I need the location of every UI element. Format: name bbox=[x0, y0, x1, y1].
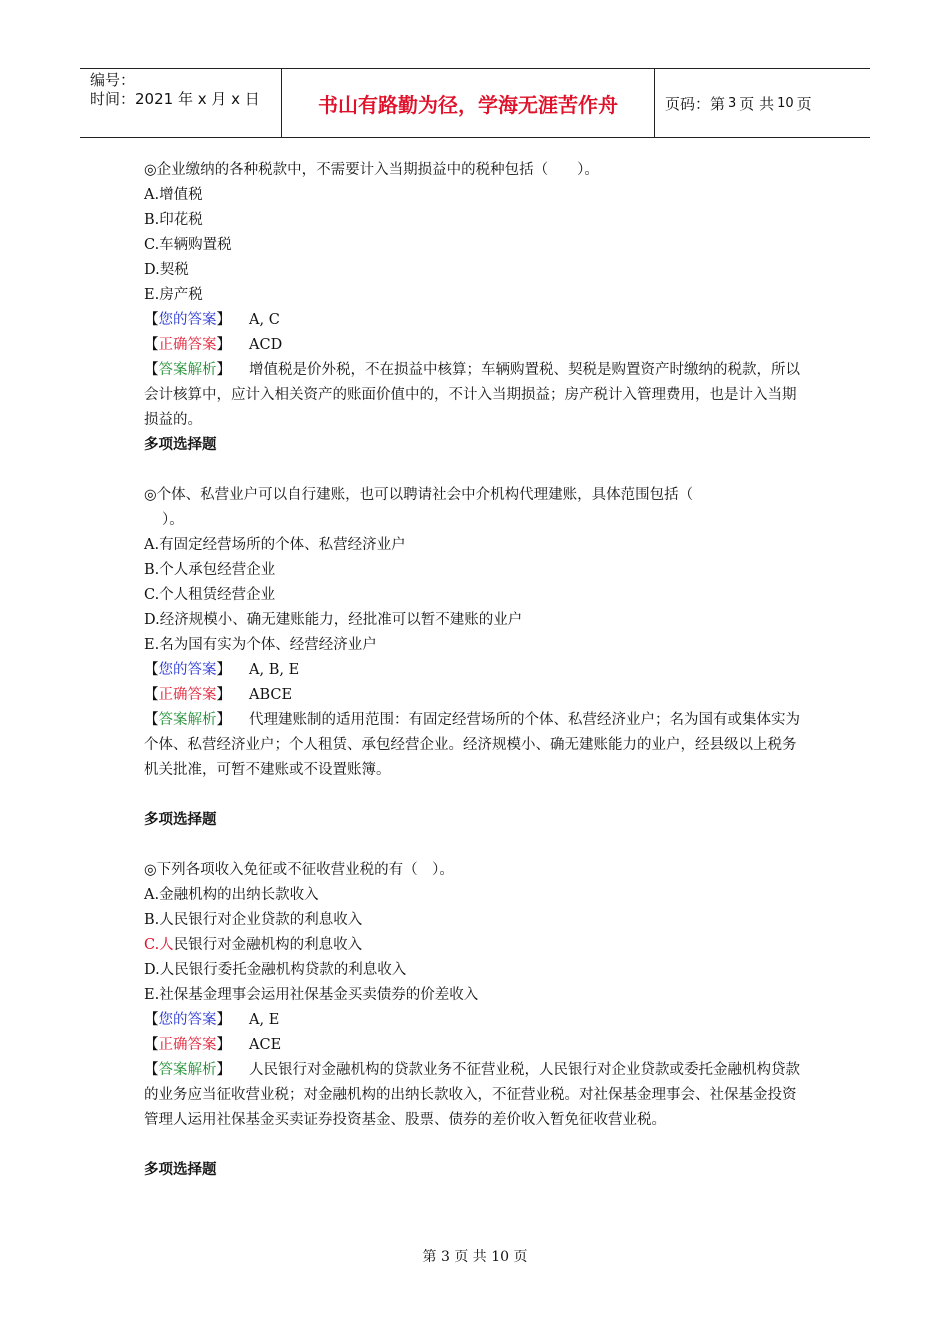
option-d: D.契税 bbox=[144, 262, 189, 278]
section-title: 多项选择题 bbox=[144, 1162, 217, 1178]
question-3 bbox=[144, 858, 804, 1133]
option-c bbox=[144, 933, 804, 958]
analysis-label: 答案解析 bbox=[158, 712, 217, 728]
option-a: A.金融机构的出纳长款收入 bbox=[144, 887, 319, 903]
footer-page-current: 3 bbox=[440, 1249, 450, 1265]
header-motto: 书山有路勤为径，学海无涯苦作舟 bbox=[282, 69, 655, 137]
option-c-highlight: C.人 bbox=[144, 937, 174, 953]
analysis-text: 代理建账制的适用范围：有固定经营场所的个体、私营经济业户；名为国有或集体实为个体、私营经济业户；个人租赁、承包经营企业。经济规模小、确无建账能力的业户，经县级以上税务机关批准，可暂不建账或不设置账簿。 bbox=[144, 712, 800, 778]
header-page-info bbox=[655, 69, 870, 137]
your-answer-row: 【您的答案】 A, B, E bbox=[144, 658, 804, 683]
correct-answer-value: ACE bbox=[249, 1037, 282, 1053]
your-answer-value: A, B, E bbox=[249, 662, 300, 678]
option-a: A.有固定经营场所的个体、私营经济业户 bbox=[144, 537, 406, 553]
your-answer-row: 【您的答案】 A, C bbox=[144, 308, 804, 333]
analysis-label: 答案解析 bbox=[158, 1062, 217, 1078]
question-stem: ◎企业缴纳的各种税款中，不需要计入当期损益中的税种包括（ ）。 bbox=[144, 162, 599, 178]
option-d: D.人民银行委托金融机构贷款的利息收入 bbox=[144, 962, 407, 978]
header-code-label: 编号： bbox=[90, 71, 136, 89]
question-stem: ◎个体、私营业户可以自行建账，也可以聘请社会中介机构代理建账，具体范围包括（ bbox=[144, 487, 694, 503]
question-content bbox=[144, 158, 804, 1183]
your-answer-label: 您的答案 bbox=[158, 1012, 217, 1028]
correct-answer-label: 正确答案 bbox=[158, 1037, 217, 1053]
option-c-text: 民银行对金融机构的利息收入 bbox=[173, 937, 363, 953]
option-e: E.名为国有实为个体、经营经济业户 bbox=[144, 637, 377, 653]
footer-page-total: 10 bbox=[491, 1249, 510, 1265]
page-header bbox=[80, 68, 870, 138]
option-e: E.社保基金理事会运用社保基金买卖债券的价差收入 bbox=[144, 987, 479, 1003]
header-page-suffix: 页 bbox=[796, 94, 812, 113]
your-answer-label: 您的答案 bbox=[158, 662, 217, 678]
correct-answer-label: 正确答案 bbox=[158, 687, 217, 703]
option-b: B.人民银行对企业贷款的利息收入 bbox=[144, 912, 363, 928]
header-page-prefix: 页码：第 bbox=[665, 94, 726, 113]
correct-answer-label: 正确答案 bbox=[158, 337, 217, 353]
analysis-row: 【答案解析】 人民银行对金融机构的贷款业务不征营业税，人民银行对企业贷款或委托金融机构贷款的业务应当征收营业税；对金融机构的出纳长款收入，不征营业税。对社保基金理事会、社保基金投资管理人运用社保基金买卖证券投资基金、股票、债券的差价收入暂免征收营业税。 bbox=[144, 1062, 800, 1128]
question-2 bbox=[144, 483, 804, 783]
option-e: E.房产税 bbox=[144, 287, 203, 303]
header-time: 时间：2021 年 x 月 x 日 bbox=[90, 90, 260, 108]
question-1 bbox=[144, 158, 804, 433]
correct-answer-value: ACD bbox=[249, 337, 283, 353]
header-meta bbox=[80, 69, 282, 137]
header-page-mid: 页 共 bbox=[739, 94, 775, 113]
correct-answer-value: ABCE bbox=[249, 687, 293, 703]
option-b: B.印花税 bbox=[144, 212, 203, 228]
analysis-label: 答案解析 bbox=[158, 362, 217, 378]
correct-answer-row: 【正确答案】 ABCE bbox=[144, 683, 804, 708]
correct-answer-row: 【正确答案】 ACD bbox=[144, 333, 804, 358]
option-a: A.增值税 bbox=[144, 187, 203, 203]
page-footer: 第 3 页 共 10 页 bbox=[422, 1249, 528, 1265]
correct-answer-row: 【正确答案】 ACE bbox=[144, 1033, 804, 1058]
header-page-total: 10 bbox=[777, 95, 794, 111]
section-title: 多项选择题 bbox=[144, 812, 217, 828]
analysis-row: 【答案解析】 增值税是价外税，不在损益中核算；车辆购置税、契税是购置资产时缴纳的税款，所以会计核算中，应计入相关资产的账面价值中的，不计入当期损益；房产税计入管理费用，也是计入当期损益的。 bbox=[144, 362, 800, 428]
your-answer-value: A, E bbox=[249, 1012, 280, 1028]
your-answer-label: 您的答案 bbox=[158, 312, 217, 328]
option-c: C.个人租赁经营企业 bbox=[144, 587, 276, 603]
analysis-text: 增值税是价外税，不在损益中核算；车辆购置税、契税是购置资产时缴纳的税款，所以会计核算中，应计入相关资产的账面价值中的，不计入当期损益；房产税计入管理费用，也是计入当期损益的。 bbox=[144, 362, 800, 428]
option-d: D.经济规模小、确无建账能力，经批准可以暂不建账的业户 bbox=[144, 612, 523, 628]
your-answer-row: 【您的答案】 A, E bbox=[144, 1008, 804, 1033]
header-page-current: 3 bbox=[728, 95, 737, 111]
option-c: C.车辆购置税 bbox=[144, 237, 232, 253]
question-stem-cont: ）。 bbox=[162, 512, 184, 528]
analysis-text: 人民银行对金融机构的贷款业务不征营业税，人民银行对企业贷款或委托金融机构贷款的业务应当征收营业税；对金融机构的出纳长款收入，不征营业税。对社保基金理事会、社保基金投资管理人运用社保基金买卖证券投资基金、股票、债券的差价收入暂免征收营业税。 bbox=[144, 1062, 800, 1128]
your-answer-value: A, C bbox=[249, 312, 280, 328]
question-stem: ◎下列各项收入免征或不征收营业税的有（ ）。 bbox=[144, 862, 454, 878]
option-b: B.个人承包经营企业 bbox=[144, 562, 276, 578]
analysis-row: 【答案解析】 代理建账制的适用范围：有固定经营场所的个体、私营经济业户；名为国有或集体实为个体、私营经济业户；个人租赁、承包经营企业。经济规模小、确无建账能力的业户，经县级以上税务机关批准，可暂不建账或不设置账簿。 bbox=[144, 712, 800, 778]
section-title: 多项选择题 bbox=[144, 437, 217, 453]
